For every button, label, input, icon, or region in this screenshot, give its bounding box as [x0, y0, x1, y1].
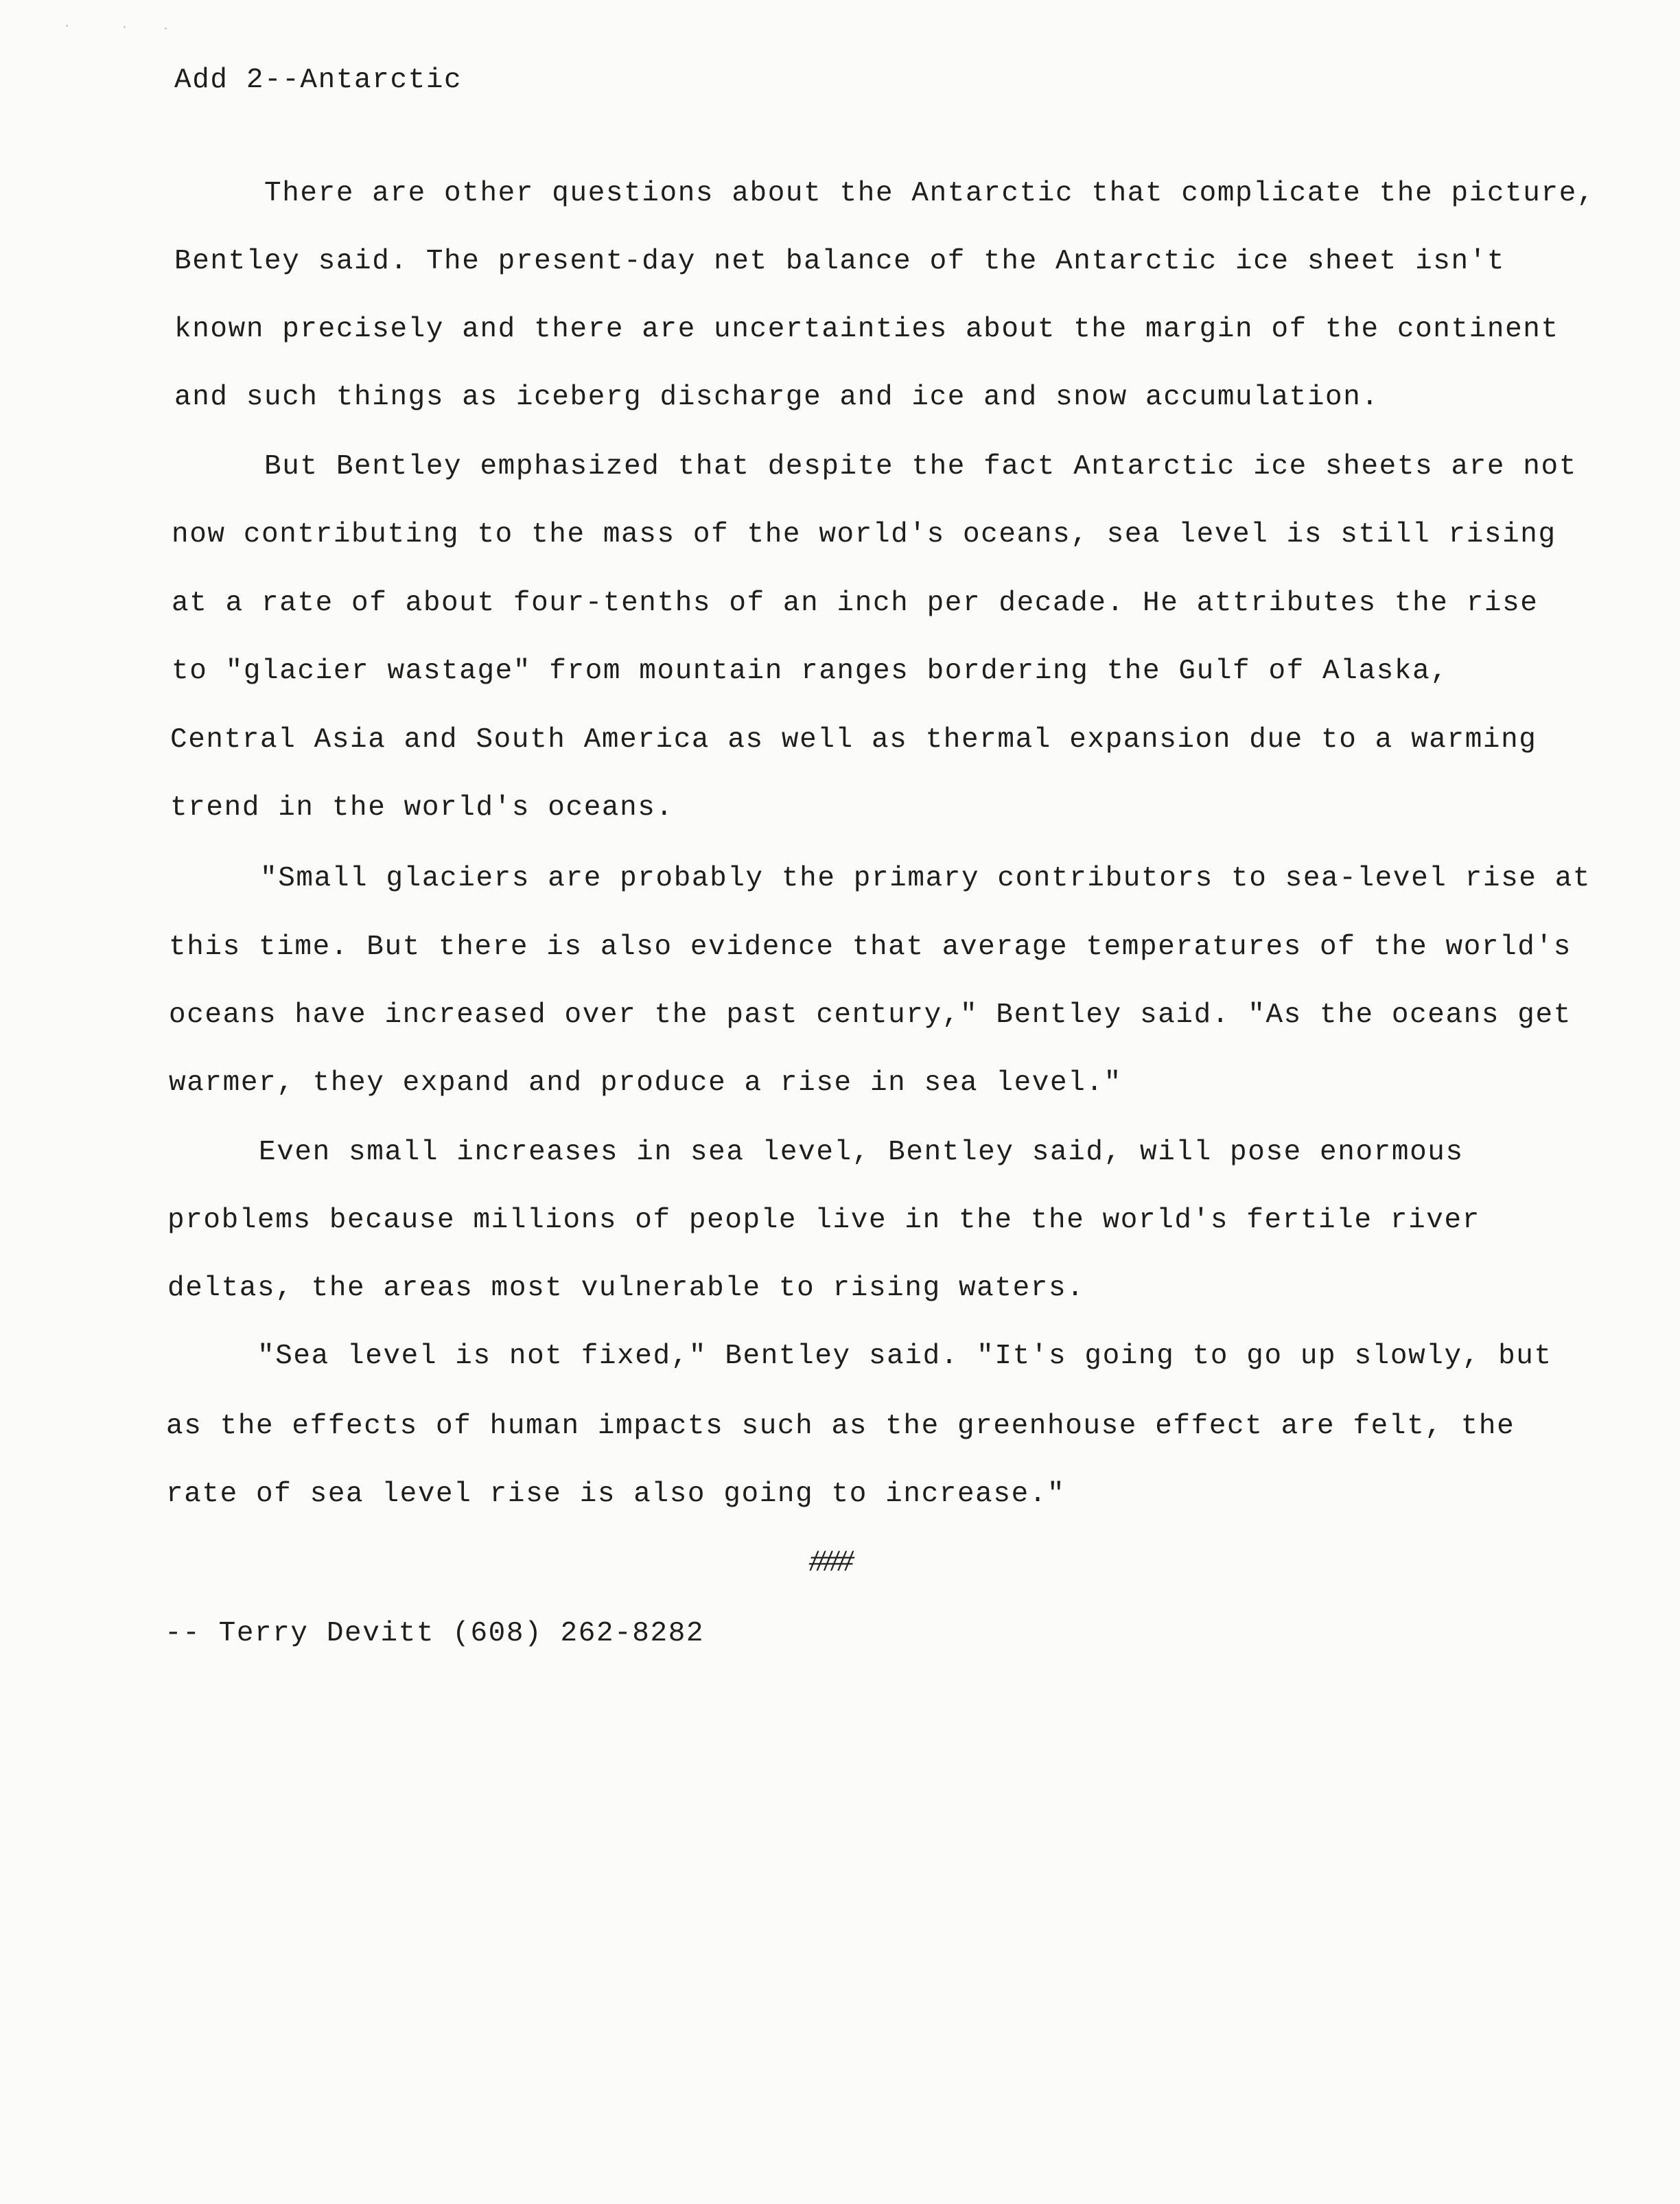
body-line: But Bentley emphasized that despite the fact Antarctic ice sheets are not — [174, 451, 1577, 483]
body-line: There are other questions about the Antarctic that complicate the picture, — [174, 178, 1596, 209]
body-line: trend in the world's oceans. — [170, 792, 674, 824]
body-line: problems because millions of people live in the the world's fertile river — [167, 1205, 1480, 1236]
body-line: "Small glaciers are probably the primary contributors to sea-level rise at — [170, 863, 1591, 894]
body-line: "Sea level is not fixed," Bentley said. "It's going to go up slowly, but — [167, 1341, 1552, 1372]
end-of-text-marks: ### — [808, 1546, 851, 1580]
scan-speck — [66, 25, 68, 27]
body-line: at a rate of about four-tenths of an inch per decade. He attributes the rise — [172, 588, 1539, 619]
scan-speck — [124, 26, 126, 28]
body-line: now contributing to the mass of the world's oceans, sea level is still rising — [172, 519, 1556, 550]
body-line: to "glacier wastage" from mountain ranges bordering the Gulf of Alaska, — [172, 656, 1449, 687]
page-header: Add 2--Antarctic — [174, 65, 463, 96]
body-line: Central Asia and South America as well as thermal expansion due to a warming — [170, 724, 1537, 756]
body-line: Bentley said. The present-day net balance of the Antarctic ice sheet isn't — [174, 246, 1506, 277]
body-line: deltas, the areas most vulnerable to rising waters. — [167, 1273, 1085, 1304]
scan-speck — [165, 27, 167, 30]
body-line: as the effects of human impacts such as the greenhouse effect are felt, the — [166, 1411, 1515, 1442]
body-line: oceans have increased over the past century," Bentley said. "As the oceans get — [169, 999, 1572, 1031]
body-line: this time. But there is also evidence that average temperatures of the world's — [169, 931, 1572, 963]
body-line: warmer, they expand and produce a rise in sea level." — [169, 1067, 1122, 1099]
author-signoff: -- Terry Devitt (608) 262-8282 — [165, 1618, 705, 1649]
body-line: known precisely and there are uncertainties about the margin of the continent — [174, 314, 1559, 345]
body-line: rate of sea level rise is also going to increase." — [166, 1478, 1066, 1510]
body-line: and such things as iceberg discharge and ice and snow accumulation. — [174, 382, 1379, 413]
body-line: Even small increases in sea level, Bentley said, will pose enormous — [169, 1137, 1464, 1168]
